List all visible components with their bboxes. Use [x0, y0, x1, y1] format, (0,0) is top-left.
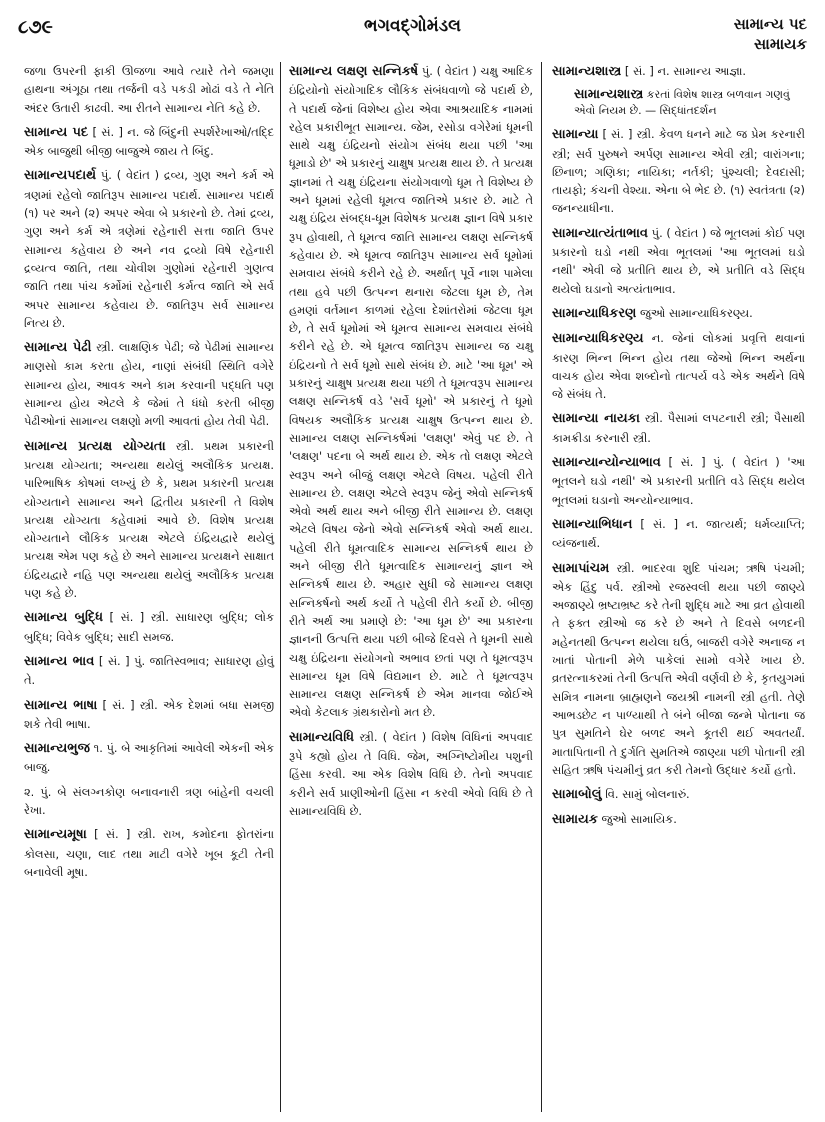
headword: સામાબોલું: [552, 787, 602, 803]
definition-text: ૧. પું. બે આકૃતિમાં આવેલી એકની એક બાજુ.: [24, 741, 274, 775]
headword: સામાન્યાભિધાન: [552, 516, 633, 532]
page-header: [14, 14, 811, 60]
headword: સામાન્યાત્યંતાભાવ: [552, 225, 648, 241]
dictionary-entry: [552, 125, 805, 217]
continued-text: [24, 62, 274, 117]
dictionary-entry: [289, 62, 533, 722]
guide-word-last: સામાયક: [754, 35, 807, 53]
definition-text: [ સં. ] ન. જે બિંદુની સ્પર્શરેખાઓ/તદ્દિ એક બાજુથી બીજી બાજુએ જાય તે બિંદુ.: [24, 124, 275, 159]
headword: સામાન્ય પેઢી: [24, 340, 92, 356]
headword: સામાન્ય ભાષા: [24, 697, 98, 713]
headword: સામાન્ય પ્રત્યક્ષ યોગ્યતા: [24, 438, 166, 454]
headword: સામાન્યશાસ્ત્ર: [574, 87, 644, 103]
dictionary-entry: [24, 608, 274, 646]
guide-word-first: સામાન્ય પદ: [733, 15, 807, 33]
column-right: [542, 62, 811, 1112]
dictionary-entry: [552, 329, 805, 403]
dictionary-entry: [552, 304, 805, 323]
definition-text: [ સં. ] સ્ત્રી. કેવળ ધનને માટે જ પ્રેમ કરનારી સ્ત્રી; સર્વ પુરુષને અર્પણ સામાન્ય એવી સ્ત્રી; વારાંગના; છિનાળ; ગણિકા; નાયિકા; નર્તકી; પુંશ્ચલી; દેવદાસી; તાયફો; કંચની વેશ્યા. એના બે ભેદ છે. (૧) સ્વતંત્રતા (૨) જનન્યાધીના.: [552, 127, 805, 216]
dictionary-entry: [24, 783, 274, 820]
headword: સામાપાંચમ: [552, 560, 610, 576]
headword: સામાન્યશાસ્ત્ર: [552, 64, 622, 79]
dictionary-entry: [24, 739, 274, 777]
dictionary-entry: [289, 728, 533, 820]
definition-text: [ સં. ] ન. સામાન્ય આજ્ઞા.: [621, 64, 747, 78]
dictionary-entry: [24, 338, 274, 430]
dictionary-entry: [552, 62, 805, 81]
dictionary-entry: [24, 123, 274, 161]
headword: સામાન્યાધિકરણ્ય: [552, 331, 644, 347]
definition-text: [ સં. ] સ્ત્રી. રાખ, કમોદના ફોતરાંના કોલસા, ચણા, લાદ તથા માટી વગેરે ખૂબ કૂટી તેની બનાવેલી મૂષા.: [24, 827, 274, 879]
definition-text: વિ. સામું બોલનારું.: [601, 787, 690, 802]
page-number: ૮૭૯: [18, 16, 53, 38]
definition-text: [ સં. ] પું. ( વેદાંત ) 'આ ભૂતલને ઘડો નથી' એ પ્રકારની પ્રતીતિ વડે સિદ્ધ થયેલ ભૂતલમાં ઘડાનો અન્યોન્યાભાવ.: [552, 455, 805, 507]
dictionary-entry: [552, 785, 805, 804]
headword: સામાન્યવિધિ: [289, 729, 355, 745]
dictionary-entry: [24, 437, 274, 603]
headword: સામાન્યભુજ: [24, 741, 90, 757]
definition-text: પું. ( વેદાંત ) જે ભૂતલમાં કોઈ પણ પ્રકારનો ઘડો નથી એવા ભૂતલમાં 'આ ભૂતલમાં ઘડો નથી' એવી જે પ્રતીતિ થાય છે, એ પ્રતીતિ વડે સિદ્ધ થયેલો ઘડાનો અત્યંતાભાવ.: [552, 225, 805, 296]
headword: સામાન્યપદાર્થ: [24, 168, 97, 184]
definition-text: સ્ત્રી. લાક્ષણિક પેઢી; જે પેઢીમાં સામાન્ય માણસો કામ કરતા હોય, નાણાં સંબંધી સ્થિતિ વગેરે સામાન્ય હોય, આવક અને કામ કરવાની પદ્ધતિ પણ સામાન્ય હોય એટલે કે જેમાં તે ધંધો કરતી બીજી પેઢીઓનાં સામાન્ય લક્ષણો મળી આવતાં હોય તેવી પેઢી.: [24, 340, 274, 429]
headword: સામાન્ય ભાવ: [24, 653, 95, 669]
headword: સામાન્યા નાયકા: [552, 411, 640, 427]
dictionary-entry: [552, 515, 805, 553]
entry-quotation: [552, 87, 805, 119]
headword: સામાન્ય બુદ્ધિ: [24, 610, 104, 626]
column-middle: [280, 62, 542, 1112]
definition-text: સ્ત્રી. ભાદરવા શુદિ પાંચમ; ઋષિ પંચમી; એક હિંદુ પર્વ. સ્ત્રીઓ રજસ્વલી થયા પછી જાણ્યે અજાણ્યે ભ્રષ્ટાભ્રષ્ટ કરે તેની શુદ્ધિ માટે આ વ્રત હોવાથી તે ફક્ત સ્ત્રીઓ જ કરે છે અને તે દિવસે બળદની મહેનતથી ઉત્પન્ન થયેલા ઘઉં, બાજરી વગેરે અનાજ ન ખાતાં પોતાની મેળે પાકેલાં સામો વગેરે ખાય છે. વ્રતરત્નાકરમાં તેની ઉત્પત્તિ એવી વર્ણવી છે કે, કૃતયુગમાં સમિત્ર નામના બ્રાહ્મણને જયશ્રી નામની સ્ત્રી હતી. તેણે આભડછેટ ન પાળ્યાથી તે બંને બીજા જન્મે પોતાના જ પુત્ર સુમતિને ઘેર બળદ અને કૂતરી થઈ અવતર્યાં. માતાપિતાની તે દુર્ગતિ સુમતિએ જાણ્યા પછી પોતાની સ્ત્રી સહિત ઋષિ પંચમીનું વ્રત કરી તેમનો ઉદ્ધાર કર્યો હતો.: [552, 560, 805, 777]
headword: સામાન્યમૂષા: [24, 827, 87, 843]
definition-text: કરતાં વિશેષ શાસ્ત્ર બળવાન ગણવું એવો નિયમ છે. — સિદ્ધાંતદર્શન: [574, 88, 790, 118]
definition-text: [ સં. ] સ્ત્રી. એક દેશમાં બધા સમજી શકે તેવી ભાષા.: [24, 697, 274, 731]
dictionary-entry: [552, 453, 805, 509]
definition-text: જુઓ સામાન્યાધિકરણ્ય.: [636, 305, 753, 320]
dictionary-entry: [552, 559, 805, 780]
headword: સામાયક: [552, 812, 598, 828]
headword: સામાન્યાન્યોન્યાભાવ: [552, 455, 661, 471]
guide-words: [734, 14, 807, 54]
definition-text: ૨. પું. બે સંલગ્નકોણ બનાવનારી ત્રણ બાંહેની વચલી રેખા.: [24, 784, 274, 817]
columns: [18, 62, 811, 1112]
dictionary-entry: [24, 166, 274, 332]
headword: સામાન્યાધિકરણ: [552, 305, 637, 321]
definition-text: ન. જેનાં લોકમાં પ્રવૃત્તિ થવાનાં કારણ ભિન્ન ભિન્ન હોય તથા જેઓ ભિન્ન અર્થના વાચક હોય એવા શબ્દોનો તાત્પર્ય વડે એક અર્થને વિષે જે સંબંધ તે.: [552, 331, 805, 402]
definition-text: જળા ઉપરની ફાકી ઊજળા આવે ત્યારે તેને જમણા હાથના અંગૂઠા તથા તર્જની વડે પકડી મોઢાં વડે તે નેતિ અંદર ઉતારી કાઢવી. આ રીતને સામાન્ય નેતિ કહે છે.: [24, 64, 274, 115]
definition-text: સ્ત્રી. ( વેદાંત ) વિશેષ વિધિનાં અપવાદ રૂપે કહ્યો હોય તે વિધિ. જેમ, અગ્નિષ્ટોમીય પશુની હિંસા કરવી. આ એક વિશેષ વિધિ છે. તેનો અપવાદ કરીને સર્વ પ્રાણીઓની હિંસા ન કરવી એવો વિધિ છે તે સામાન્યવિધિ છે.: [289, 729, 533, 818]
definition-text: [ સં. ] પું. જાતિસ્વભાવ; સાધારણ હોવું તે.: [24, 653, 274, 688]
definition-text: [ સં. ] સ્ત્રી. સાધારણ બુદ્ધિ; લોક બુદ્ધિ; વિવેક બુદ્ધિ; સાદી સમજ.: [24, 610, 274, 644]
dictionary-entry: [24, 825, 274, 881]
headword: સામાન્યા: [552, 127, 599, 143]
dictionary-entry: [24, 652, 274, 690]
definition-text: પું. ( વેદાંત ) દ્રવ્ય, ગુણ અને કર્મ એ ત્રણમાં રહેલો જાતિરૂપ સામાન્ય પદાર્થ. સામાન્ય પદાર્થ (૧) પર અને (૨) અપર એવા બે પ્રકારનો છે. તેમાં દ્રવ્ય, ગુણ અને કર્મ એ ત્રણેમાં રહેનારી સત્તા જાતિ ઉપર સામાન્ય કહેવાય છે અને નવ દ્રવ્યો વિષે રહેનારી દ્રવ્યત્વ જાતિ, તથા ચોવીશ ગુણોમાં રહેનારી ગુણત્વ જાતિ તથા પાંચ કર્મોમાં રહેનારી કર્મત્વ જાતિ એ સર્વ અપર સામાન્ય કહેવાય છે. જાતિરૂપ સર્વ સામાન્ય નિત્ય છે.: [24, 168, 274, 330]
column-left: [18, 62, 280, 1112]
headword: સામાન્ય પદ: [24, 124, 89, 140]
definition-text: [ સં. ] ન. જાત્યર્થ; ધર્મવ્યાપ્તિ; વ્યંજનાર્થ.: [552, 516, 805, 551]
headword: સામાન્ય લક્ષણ સન્નિકર્ષ: [289, 64, 419, 79]
definition-text: સ્ત્રી. પૈસામાં લપટનારી સ્ત્રી; પૈસાથી કામક્રીડા કરનારી સ્ત્રી.: [552, 411, 805, 445]
dictionary-entry: [24, 696, 274, 734]
dictionary-entry: [552, 810, 805, 829]
definition-text: પું. ( વેદાંત ) ચક્ષુ આદિક ઇંદ્રિયોનો સંયોગાદિક લૌકિક સંબંધવાળો જે પદાર્થ છે, તે પદાર્થ જેનાં વિશેષ્ય હોય એવા આશ્રયાદિક નામમાં રહેલ પ્રકારીભૂત સામાન્ય. જેમ, રસોડા વગેરેમાં ધૂમની સાથે ચક્ષુ ઇંદ્રિયનો સંયોગ સંબંધ થયા પછી 'આ ધૂમાડો છે' એ પ્રકારનું ચાક્ષુષ પ્રત્યક્ષ થાય છે. તે પ્રત્યક્ષ જ્ઞાનમાં તે ચક્ષુ ઇંદ્રિયના સંયોગવાળો ધૂમ તે વિશેષ્ય છે અને ધૂમમાં રહેલી ધૂમત્વ જાતિએ પ્રકાર છે. માટે તે ચક્ષુ ઇંદ્રિય સંબદ્ધ-ધૂમ વિશેષક પ્રત્યક્ષ જ્ઞાન વિષે પ્રકાર રૂપ હોવાથી, તે ધૂમત્વ જાતિ સામાન્ય લક્ષણ સન્નિકર્ષ કહેવાય છે. એ ધૂમત્વ જાતિરૂપ સામાન્ય સર્વ ધૂમોમાં સમવાય સંબંધે કરીને રહે છે. અર્થાત્ પૂર્વે નાશ પામેલા તથા હવે પછી ઉત્પન્ન થનારા જેટલા ધૂમ છે, તેમ હમણાં વર્તમાન કાળમાં રહેલા દેશાંતરોમાં જેટલા ધૂમ છે, તે સર્વ ધૂમોમાં એ ધૂમત્વ સામાન્ય સમવાય સંબંધે કરીને રહે છે. એ ધૂમત્વ જાતિરૂપ સામાન્ય જ ચક્ષુ ઇંદ્રિયનો તે સર્વ ધૂમો સાથે સંબંધ છે. માટે 'આ ધૂમ' એ પ્રકારનું ચાક્ષુષ પ્રત્યક્ષ થયા પછી તે ધૂમત્વરૂપ સામાન્ય લક્ષણ સન્નિકર્ષ વડે 'સર્વે ધૂમો' એ પ્રકારનું તે ધૂમો વિષયક અલૌકિક પ્રત્યક્ષ ચાક્ષુષ ઉત્પન્ન થાય છે. સામાન્ય લક્ષણ સન્નિકર્ષમાં 'લક્ષણ' એવું પદ છે. તે 'લક્ષણ' પદના બે અર્થ થાય છે. એક તો લક્ષણ એટલે સ્વરૂપ અને બીજું લક્ષણ એટલે વિષય. પહેલી રીતે સામાન્ય છે. લક્ષણ એટલે સ્વરૂપ જેનું એવો સન્નિકર્ષ એવો અર્થ થાય અને બીજી રીતે સામાન્ય છે. લક્ષણ એટલે વિષય જેનો એવો સન્નિકર્ષ એવો અર્થ થાય. પહેલી રીતે ધૂમત્વાદિક સામાન્ય સન્નિકર્ષ થાય છે અને બીજી રીતે ધૂમત્વાદિક સામાન્યનું જ્ઞાન એ સન્નિકર્ષ થાય છે. અહાર સુધી જે સામાન્ય લક્ષણ સન્નિકર્ષનો અર્થ કર્યો તે પહેલી રીતે કર્યો છે. બીજી રીતે અર્થ આ પ્રમાણે છે: 'આ ધૂમ છે' આ પ્રકારના જ્ઞાનની ઉત્પત્તિ થયા પછી બીજે દિવસે તે ધૂમની સાથે ચક્ષુ ઇંદ્રિયના સંયોગનો અભાવ છતાં પણ તે ધૂમત્વરૂપ સામાન્ય ધૂમ વિષે વિદ્યમાન છે. માટે તે ધૂમત્વરૂપ સામાન્ય લક્ષણ સન્નિકર્ષ છે એમ માનવા જોઈએ એવો કેટલાક ગ્રંથકારોનો મત છે.: [289, 64, 533, 720]
dictionary-entry: [552, 224, 805, 298]
dictionary-entry: [552, 409, 805, 447]
definition-text: સ્ત્રી. પ્રથમ પ્રકારની પ્રત્યક્ષ યોગ્યતા; અન્યથા થયેલું અલૌકિક પ્રત્યક્ષ. પારિભાષિક કોષમાં લખ્યું છે કે, પ્રથમ પ્રકારની પ્રત્યક્ષ યોગ્યતાને સામાન્ય અને દ્વિતીય પ્રકારની તે વિશેષ પ્રત્યક્ષ યોગ્યતા કહેવામાં આવે છે. વિશેષ પ્રત્યક્ષ યોગ્યતાને લૌકિક પ્રત્યક્ષ એટલે ઇંદ્રિયદ્વારે થયેલું પ્રત્યક્ષ એમ પણ કહે છે અને સામાન્ય પ્રત્યક્ષને સાક્ષાત ઇંદ્રિયદ્વારે નહિ પણ અન્યથા થયેલું અલૌકિક પ્રત્યક્ષ પણ કહે છે.: [24, 438, 274, 601]
definition-text: જુઓ સામાયિક.: [597, 812, 677, 827]
running-title: ભગવદ્‍ગોમંડલ: [364, 16, 461, 36]
